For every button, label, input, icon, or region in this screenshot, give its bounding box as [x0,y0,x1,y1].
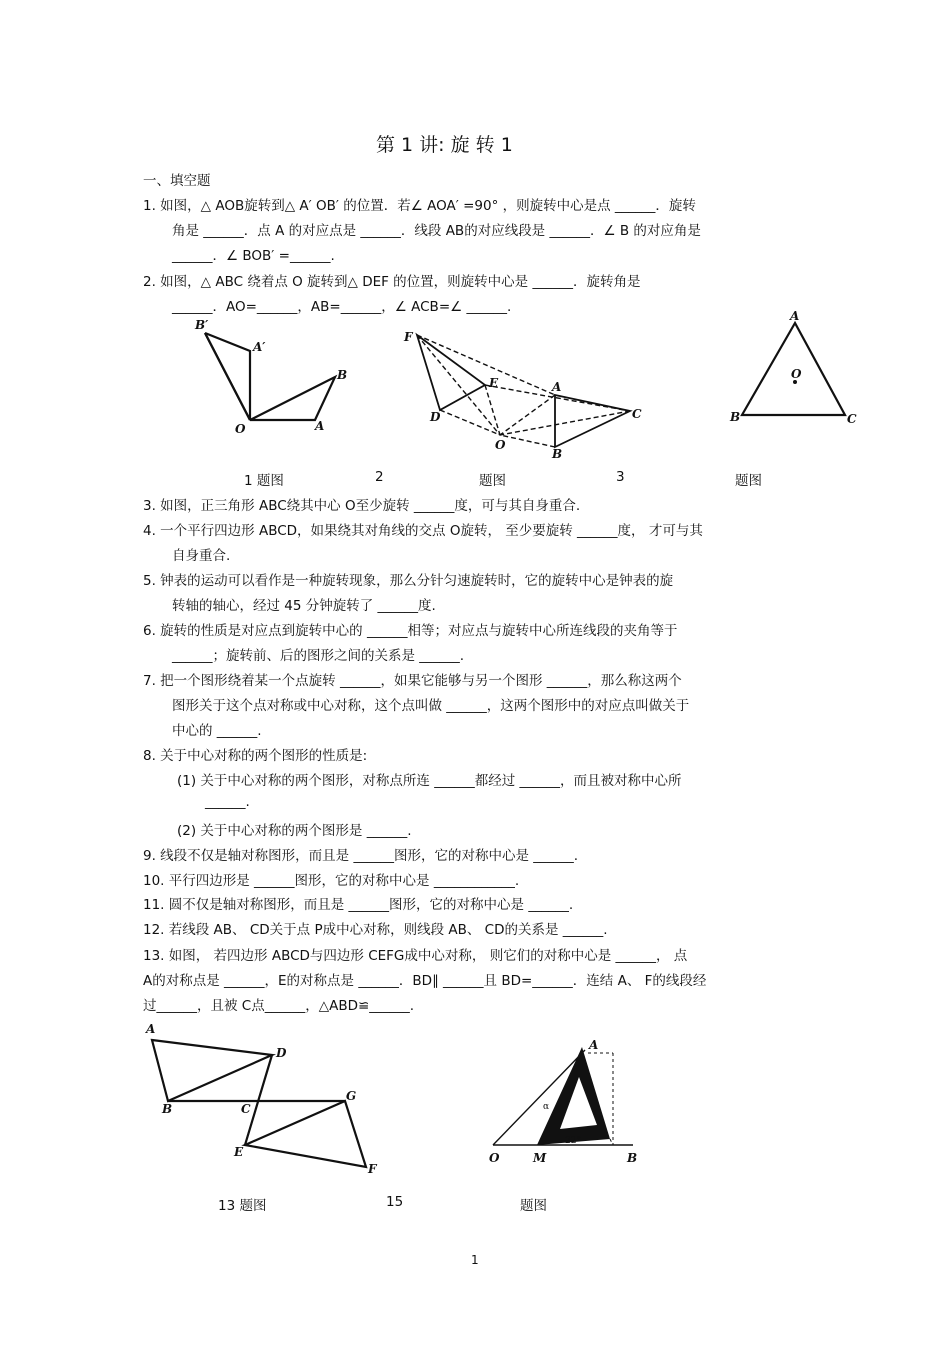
question-12: 12. 若线段 AB、 CD关于点 P成中心对称，则线段 AB、 CD的关系是 ______. [143,922,608,938]
fig3-label-a: A [790,309,800,323]
figure-13 [140,1015,385,1180]
caption-fig2-label: 题图 [479,473,506,489]
caption-fig3-label: 题图 [735,473,762,489]
question-13-line-2: A的对称点是 ______，E的对称点是 ______．BD∥ ______且 BD=______．连结 A、 F的线段经 [143,973,707,989]
question-5-line-1: 5. 钟表的运动可以看作是一种旋转现象，那么分针匀速旋转时，它的旋转中心是钟表的旋 [143,573,674,589]
question-1-line-1: 1. 如图，△ AOB旋转到△ A′ OB′ 的位置．若∠ AOA′ =90° ，则旋转中心是点 ______．旋转 [143,198,696,214]
triangle-def [417,335,485,410]
question-2-line-2: ______．AO=______，AB=______，∠ ACB=∠ ______. [172,299,512,315]
figure-3 [725,305,875,430]
question-7-line-2: 图形关于这个点对称或中心对称，这个点叫做 ______，这两个图形中的对应点叫做关于 [172,698,690,714]
rotation-dashed-lines [417,335,630,447]
fig1-label-o: O [235,422,246,436]
fig15-label-b: B [627,1151,638,1165]
question-7-line-3: 中心的 ______. [172,723,262,739]
caption-fig15-label: 题图 [520,1198,547,1214]
question-13-line-1: 13. 如图， 若四边形 ABCD与四边形 CEFG成中心对称， 则它们的对称中心是 ______， 点 [143,948,688,964]
question-8-part-2: (2) 关于中心对称的两个图形是 ______. [177,823,412,839]
fig13-label-g: G [346,1089,357,1103]
question-6-line-2: ______；旋转前、后的图形之间的关系是 ______. [172,648,465,664]
question-4-line-2: 自身重合. [172,548,231,564]
fig2-label-e: E [489,376,499,390]
triangle-aob [250,377,335,420]
question-6-line-1: 6. 旋转的性质是对应点到旋转中心的 ______相等；对应点与旋转中心所连线段的夹角等于 [143,623,678,639]
question-1-line-3: ______．∠ BOB′ =______. [172,248,335,264]
page-title: 第 1 讲: 旋 转 1 [376,134,513,156]
question-11: 11. 圆不仅是轴对称图形，而且是 ______图形，它的对称中心是 ______. [143,897,574,913]
question-7-line-1: 7. 把一个图形绕着某一个点旋转 ______，如果它能够与另一个图形 ______，那么称这两个 [143,673,682,689]
fig13-label-d: D [276,1046,287,1060]
fig15-label-alpha: α [543,1102,550,1112]
question-1-line-2: 角是 ______．点 A 的对应点是 ______．线段 AB的对应线段是 ______．∠ B 的对应角是 [172,223,701,239]
fig1-label-b-prime: B′ [195,318,209,332]
segment-b-prime-o [205,333,250,420]
fig13-label-b: B [162,1102,173,1116]
fig2-label-d: D [430,410,441,424]
question-9: 9. 线段不仅是轴对称图形，而且是 ______图形，它的对称中心是 ______. [143,848,579,864]
question-8-part-1-line-2: ______. [205,794,250,810]
triangle-abd [152,1040,272,1101]
fig13-label-f: F [368,1162,377,1176]
fig2-label-b: B [552,447,563,460]
caption-fig13: 13 题图 [218,1198,267,1214]
caption-fig1: 1 题图 [244,473,284,489]
fig2-label-f: F [404,330,413,344]
section-heading: 一、填空题 [143,173,211,189]
page-number: 1 [471,1253,479,1267]
question-4-line-1: 4. 一个平行四边形 ABCD，如果绕其对角线的交点 O旋转， 至少要旋转 ______度， 才可与其 [143,523,703,539]
fig1-label-b: B [337,368,348,382]
fig3-label-b: B [730,410,741,424]
fig2-label-c: C [632,407,642,421]
caption-fig2-number: 2 [375,469,384,485]
fig13-label-a: A [146,1022,156,1036]
fig15-label-o: O [489,1151,500,1165]
caption-fig3-number: 3 [616,469,625,485]
figure-2 [400,325,650,460]
figure-15 [485,1035,645,1170]
fig1-label-a: A [315,419,325,433]
triangle-abc [555,395,630,447]
figure-1 [185,315,360,445]
question-3: 3. 如图，正三角形 ABC绕其中心 O至少旋转 ______度，可与其自身重合. [143,498,581,514]
fig2-label-a: A [552,380,562,394]
fig3-label-c: C [847,412,857,426]
question-2-line-1: 2. 如图，△ ABC 绕着点 O 旋转到△ DEF 的位置，则旋转中心是 ______．旋转角是 [143,274,641,290]
fig15-label-22-degrees: 22° [565,1136,581,1146]
fig15-label-m: M [533,1151,547,1165]
triangle-egf [245,1101,366,1167]
fig3-label-o: O [791,367,802,381]
fig13-label-c: C [241,1102,251,1116]
question-10: 10. 平行四边形是 ______图形，它的对称中心是 ____________. [143,873,520,889]
fig1-label-a-prime: A′ [253,340,266,354]
fig15-label-a: A [589,1038,599,1052]
fig2-label-o: O [495,438,506,452]
question-8: 8. 关于中心对称的两个图形的性质是: [143,748,368,764]
question-13-line-3: 过______，且被 C点______，△ABD≌______. [143,998,415,1014]
question-8-part-1-line-1: (1) 关于中心对称的两个图形，对称点所连 ______都经过 ______，而且被对称中心所 [177,773,682,789]
question-5-line-2: 转轴的轴心，经过 45 分钟旋转了 ______度. [172,598,436,614]
fig13-label-e: E [234,1145,244,1159]
caption-fig15-number: 15 [386,1194,404,1210]
